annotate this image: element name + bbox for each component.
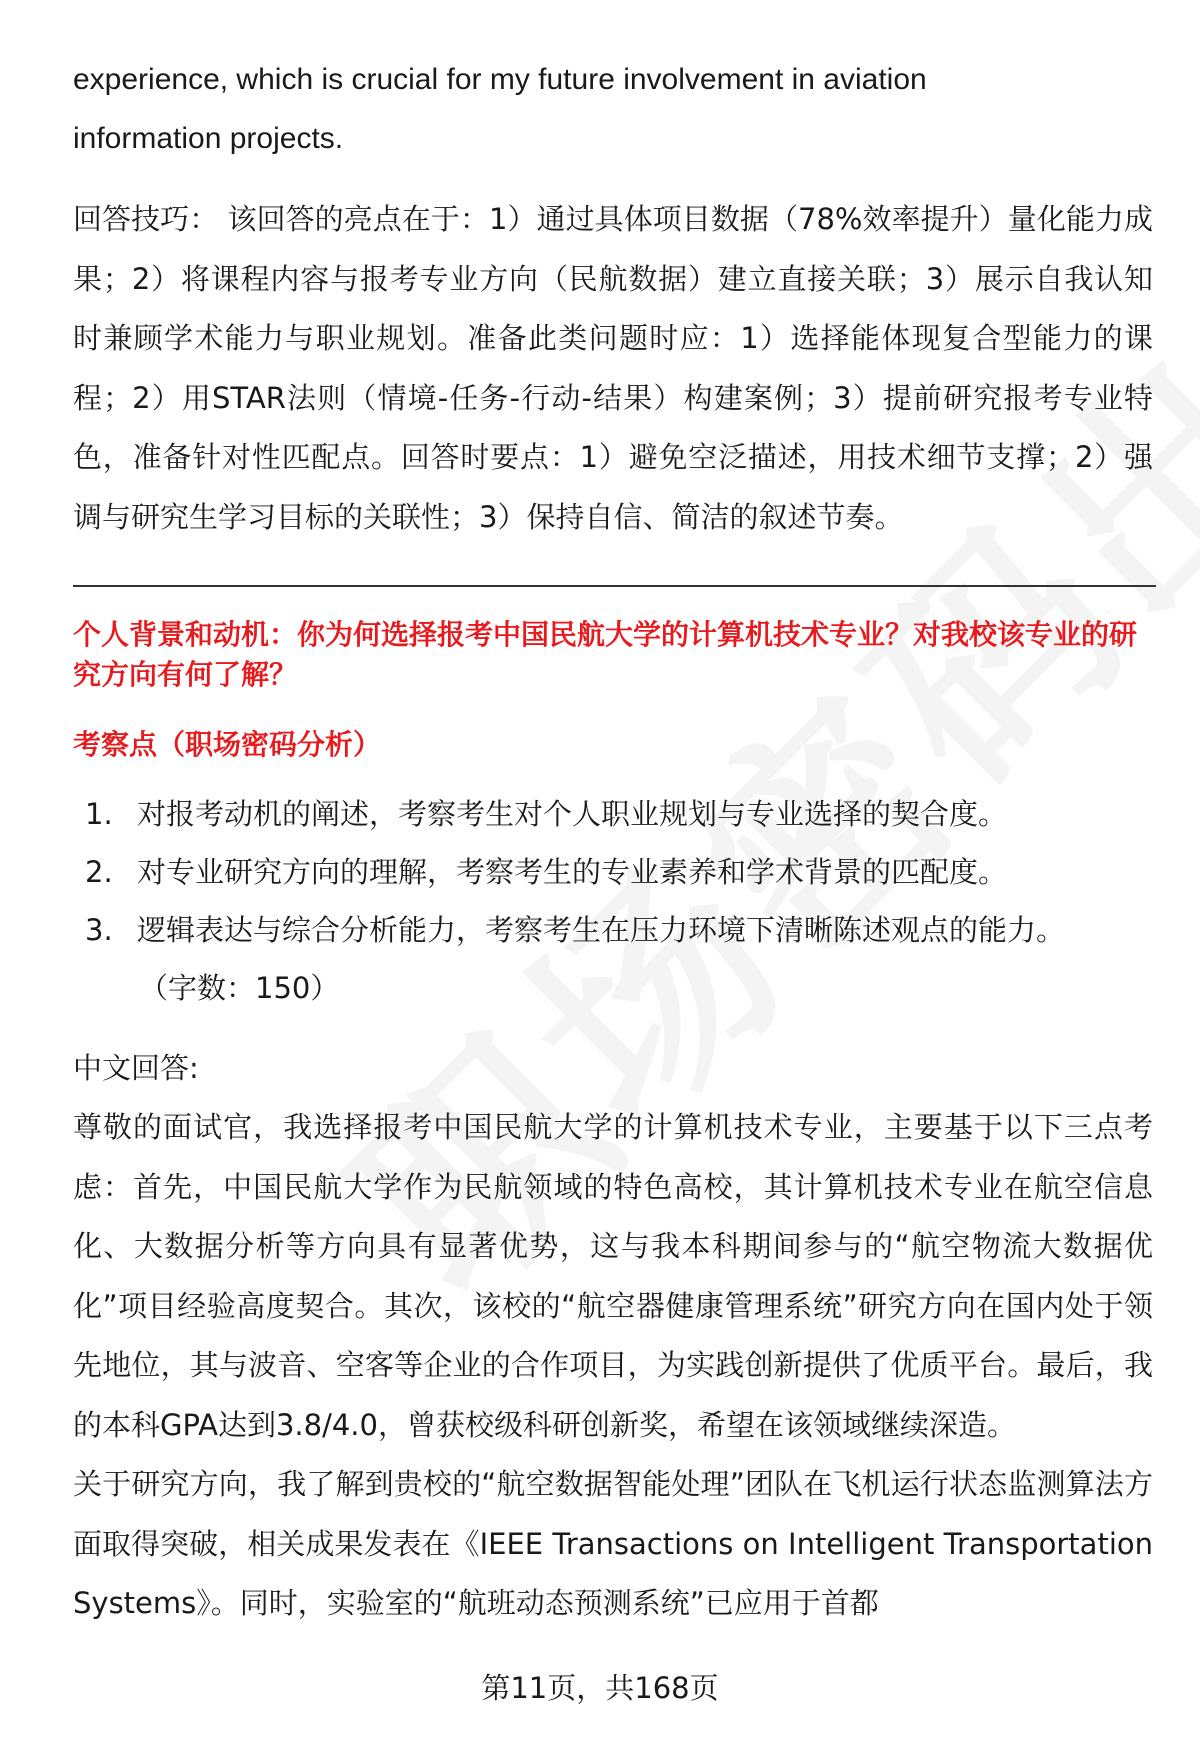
list-item-text: 对专业研究方向的理解，考察考生的专业素养和学术背景的匹配度。	[137, 855, 1008, 889]
answer-paragraph-2: 关于研究方向，我了解到贵校的“航空数据智能处理”团队在飞机运行状态监测算法方面取得突破，相关成果发表在《IEEE Transactions on Intelligent Transportation Systems》。同时，实验室的“航班动态预测系统”已应用于首都	[73, 1467, 1153, 1620]
intro-line-2: information projects.	[73, 122, 344, 155]
list-item-text: 对报考动机的阐述，考察考生对个人职业规划与专业选择的契合度。	[137, 797, 1008, 831]
list-item-number: 2.	[85, 855, 113, 889]
focus-points-list	[73, 785, 1153, 959]
section-divider	[73, 585, 1156, 587]
list-item-text: 逻辑表达与综合分析能力，考察考生在压力环境下清晰陈述观点的能力。	[137, 913, 1066, 947]
answer-paragraph-1: 尊敬的面试官，我选择报考中国民航大学的计算机技术专业，主要基于以下三点考虑：首先，中国民航大学作为民航领域的特色高校，其计算机技术专业在航空信息化、大数据分析等方向具有显著优势，这与我本科期间参与的“航空物流大数据优化”项目经验高度契合。其次，该校的“航空器健康管理系统”研究方向在国内处于领先地位，其与波音、空客等企业的合作项目，为实践创新提供了优质平台。最后，我的本科GPA达到3.8/4.0，曾获校级科研创新奖，希望在该领域继续深造。	[73, 1110, 1153, 1442]
word-count: （字数：150）	[139, 971, 340, 1005]
list-item	[73, 785, 1153, 843]
answer-label: 中文回答:	[73, 1051, 199, 1085]
list-item-number: 3.	[85, 913, 113, 947]
list-item	[73, 901, 1153, 959]
page-footer: 第11页，共168页	[481, 1671, 719, 1705]
focus-heading: 考察点（职场密码分析）	[73, 728, 382, 761]
intro-line-1: experience, which is crucial for my future involvement in aviation	[73, 63, 927, 96]
tips-paragraph: 回答技巧： 该回答的亮点在于：1）通过具体项目数据（78%效率提升）量化能力成果；2）将课程内容与报考专业方向（民航数据）建立直接关联；3）展示自我认知时兼顾学术能力与职业规划。准备此类问题时应：1）选择能体现复合型能力的课程；2）用STAR法则（情境-任务-行动-结果）构建案例；3）提前研究报考专业特色，准备针对性匹配点。回答时要点：1）避免空泛描述，用技术细节支撑；2）强调与研究生学习目标的关联性；3）保持自信、简洁的叙述节奏。	[73, 202, 1153, 534]
list-item-number: 1.	[85, 797, 113, 831]
question-heading: 个人背景和动机：你为何选择报考中国民航大学的计算机技术专业？对我校该专业的研究方向有何了解？	[73, 618, 1138, 691]
page-content	[73, 50, 1153, 1634]
list-item	[73, 843, 1153, 901]
